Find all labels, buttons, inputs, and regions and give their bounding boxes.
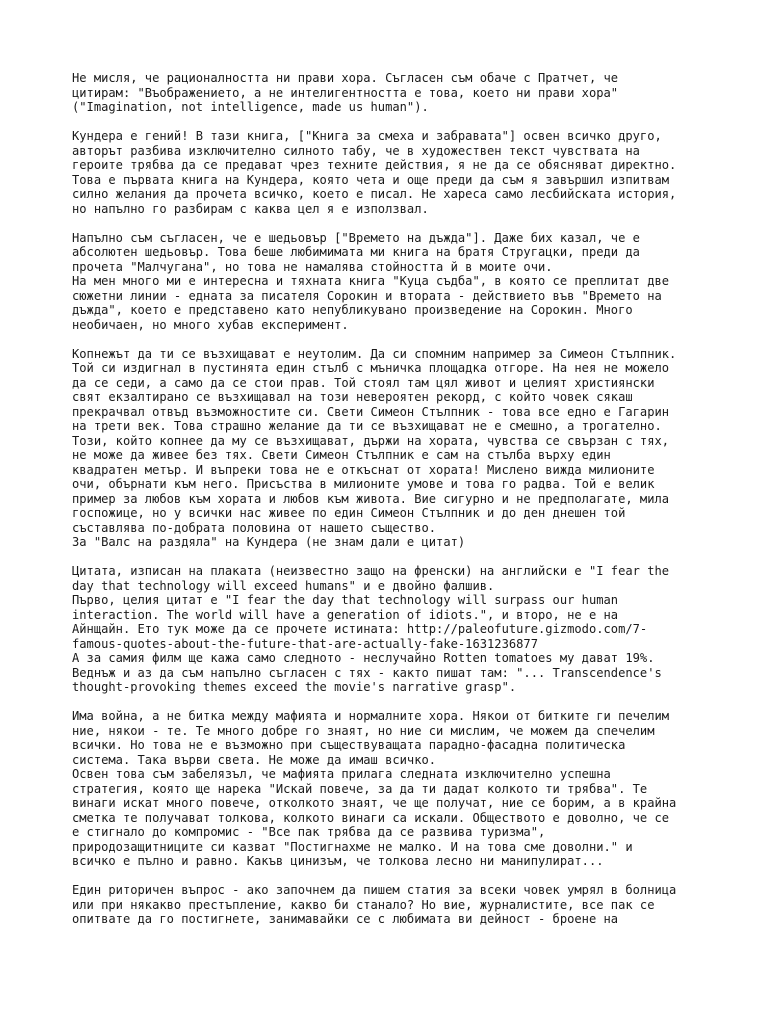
text-line: квадратен метър. И въпреки това не е откъснат от хората! Мислено вижда милионите bbox=[72, 462, 655, 477]
text-line: опитвате да го постигнете, занимавайки се с любимата ви дейност - броене на bbox=[72, 912, 619, 926]
text-line: Този, който копнее да му се възхищават, държи на хората, чувства се свързан с тях, bbox=[72, 433, 670, 448]
paragraph-rhetorical-question bbox=[72, 883, 712, 927]
paragraph-pratchett-quote bbox=[72, 71, 712, 115]
text-line: Веднъж и аз да съм напълно съгласен с тях - както пишат там: "... Transcendence's bbox=[72, 665, 662, 680]
paragraph-strugatsky bbox=[72, 231, 712, 333]
text-line: необичаен, но много хубав експеримент. bbox=[72, 317, 349, 332]
text-line: не може да живее без тях. Свети Симеон Стълпник е сам на стълба върху един bbox=[72, 448, 611, 462]
text-line: система. Така върви света. Не може да имаш всичко. bbox=[72, 752, 437, 767]
text-line: абсолютен шедьовър. Това беше любимимата ми книга на братя Стругацки, преди да bbox=[72, 245, 640, 259]
text-line: очи, обърнати към него. Присъства в милионите умове и това го радва. Той е велик bbox=[72, 477, 655, 491]
document-page bbox=[72, 71, 712, 941]
text-line: Цитата, изписан на плаката (неизвестно защо на френски) на английски е "I fear the bbox=[72, 564, 670, 578]
text-line: За "Валс на раздяла" на Кундера (не знам дали е цитат) bbox=[72, 535, 466, 549]
paragraph-simeon-stylite bbox=[72, 347, 712, 550]
text-line: героите трябва да се предават чрез техните действия, я не да се обясняват директно. bbox=[72, 158, 677, 172]
text-line: Освен това съм забелязъл, че мафията прилага следната изключително успешна bbox=[72, 767, 611, 781]
text-line: Той си издигнал в пустинята един стълб с мъничка площадка отгоре. На нея не можело bbox=[72, 361, 670, 375]
paragraph-mafia bbox=[72, 709, 712, 869]
text-line: пример за любов към хората и любов към живота. Вие сигурно и не предполагате, мила bbox=[72, 491, 670, 506]
text-line: свят екзалтирано се възхищавал на този невероятен рекорд, с който човек сякаш bbox=[72, 390, 633, 404]
text-line: цитирам: "Въображението, а не интелигентността е това, което ни прави хора" bbox=[72, 85, 619, 100]
text-line: силно желания да прочета всичко, което е писал. Не хареса само лесбийската история, bbox=[72, 187, 677, 201]
text-line: Има война, а не битка между мафията и нормалните хора. Някои от битките ги печелим bbox=[72, 709, 670, 723]
text-line: прочета "Малчугана", но това не намалява стойността й в моите очи. bbox=[72, 259, 553, 274]
text-line: Копнежът да ти се възхищават е неутолим. Да си спомним например за Симеон Стълпник. bbox=[72, 346, 677, 361]
text-line: thought-provoking themes exceed the movie's narrative grasp". bbox=[72, 680, 517, 694]
text-line: природозащитниците си казват "Постигнахме не малко. И на това сме доволни." и bbox=[72, 839, 633, 854]
paragraph-kundera-book bbox=[72, 129, 712, 216]
text-line: госпожице, но у всички нас живее по един Симеон Стълпник и до ден днешен той bbox=[72, 506, 626, 520]
text-line: но напълно го разбирам с каква цел я е използвал. bbox=[72, 201, 429, 216]
text-line: Не мисля, че рационалността ни прави хора. Съгласен съм обаче с Пратчет, че bbox=[72, 71, 619, 85]
text-line: ние, някои - те. Те много добре го знаят, но ние си мислим, че можем да спечелим bbox=[72, 723, 655, 738]
text-line: е стигнало до компромис - "Все пак трябва да се развива туризма", bbox=[72, 825, 546, 839]
text-line: всичко е пълно и равно. Какъв цинизъм, че толкова лесно ни манипулират... bbox=[72, 854, 604, 868]
text-line: Това е първата книга на Кундера, която чета и още преди да съм я завършил изпитвам bbox=[72, 172, 670, 187]
text-line: дъжда", което е представено като непубликувано произведение на Сорокин. Много bbox=[72, 303, 633, 317]
text-line: interaction. The world will have a generation of idiots.", и второ, не е на bbox=[72, 607, 619, 622]
text-line: day that technology will exceed humans" и е двойно фалшив. bbox=[72, 578, 495, 593]
text-line: съставлява по-добрата половина от нашето същество. bbox=[72, 520, 437, 535]
text-line: или при някакво престъпление, какво би станало? Но вие, журналистите, все пак се bbox=[72, 897, 655, 912]
text-line: Един риторичен въпрос - ако започнем да пишем статия за всеки човек умрял в болница bbox=[72, 883, 677, 897]
text-line: На мен много ми е интересна и тяхната книга "Куца съдба", в която се преплитат две bbox=[72, 274, 670, 288]
text-line: famous-quotes-about-the-future-that-are-actually-fake-1631236877 bbox=[72, 636, 538, 651]
text-line: сюжетни линии - едната за писателя Сорокин и втората - действието във "Времето на bbox=[72, 288, 662, 303]
text-line: авторът разбива изключително силното табу, че в художествен текст чувствата на bbox=[72, 143, 640, 158]
text-line: всички. Но това не е възможно при съществуващата парадно-фасадна политическа bbox=[72, 738, 626, 752]
text-line: Напълно съм съгласен, че е шедьовър ["Времето на дъжда"]. Даже бих казал, че е bbox=[72, 230, 640, 245]
text-line: прекрачвал отвъд възможностите си. Свети Симеон Стълпник - това все едно е Гагарин bbox=[72, 404, 670, 419]
text-line: Айнщайн. Ето тук може да се прочете истината: http://paleofuture.gizmodo.com/7- bbox=[72, 622, 648, 636]
text-line: Първо, целия цитат е "I fear the day that technology will surpass our human bbox=[72, 593, 619, 607]
text-line: стратегия, която ще нарека "Искай повече, за да ти дадат колкото ти трябва". Те bbox=[72, 781, 648, 796]
paragraph-einstein-quote bbox=[72, 564, 712, 695]
text-line: сметка те получават толкова, колкото винаги са искали. Обществото е доволно, че се bbox=[72, 810, 670, 825]
text-line: Кундера е гений! В тази книга, ["Книга за смеха и забравата"] освен всичко друго, bbox=[72, 129, 662, 143]
text-line: винаги искат много повече, отколкото знаят, че ще получат, ние се борим, а в крайна bbox=[72, 796, 677, 810]
text-line: на трети век. Това страшно желание да ти се възхищават не е смешно, а трогателно. bbox=[72, 419, 662, 433]
text-line: ("Imagination, not intelligence, made us human"). bbox=[72, 100, 429, 114]
text-line: да се седи, а само да се стои прав. Той стоял там цял живот и целият християнски bbox=[72, 375, 655, 390]
text-line: А за самия филм ще кажа само следното - неслучайно Rotten tomatoes му дават 19%. bbox=[72, 651, 655, 665]
